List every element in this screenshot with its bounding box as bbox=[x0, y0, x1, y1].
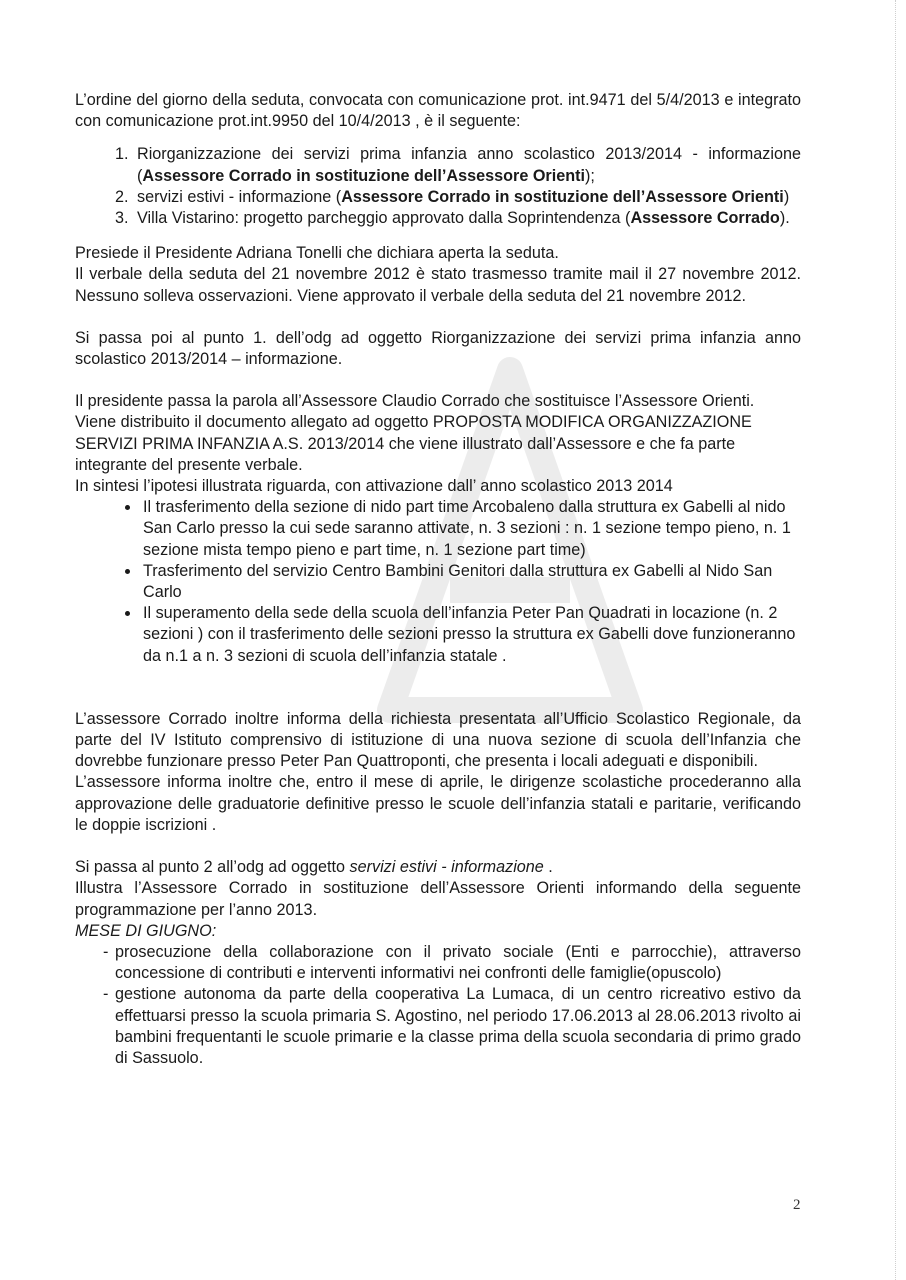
dash-item: - gestione autonoma da parte della cooperativa La Lumaca, di un centro ricreativo estivo da effettuarsi presso la scuola primaria S. Agostino, nel periodo 17.06.2013 al 28.06.2013 rivolto ai bambini frequentanti le scuole primarie e la classe prima della scuola secondaria di primo grado di Sassuolo. bbox=[105, 984, 801, 1069]
bullet-item: • Il superamento della sede della scuola dell’infanzia Peter Pan Quadrati in locazione (n. 2 sezioni ) con il trasferimento delle sezioni presso la struttura ex Gabelli dove funzioneranno da n.1 a n. 3 sezioni di scuola dell’infanzia statale . bbox=[141, 603, 801, 667]
presidente-parola-paragraph: Il presidente passa la parola all’Assessore Claudio Corrado che sostituisce l’Assessore Orienti. bbox=[75, 392, 755, 411]
agenda-item: 3. Villa Vistarino: progetto parcheggio approvato dalla Soprintendenza (Assessore Corrado). bbox=[133, 208, 801, 229]
dash-item: - prosecuzione della collaborazione con il privato sociale (Enti e parrocchie), attraverso concessione di contributi e interventi informativi nei confronti delle famiglie(opuscolo) bbox=[105, 942, 801, 984]
punto2-paragraph: Si passa al punto 2 all’odg ad oggetto servizi estivi - informazione . bbox=[75, 858, 553, 877]
bullet-list bbox=[75, 497, 801, 667]
richiesta-paragraph: L’assessore Corrado inoltre informa della richiesta presentata all’Ufficio Scolastico Regionale, da parte del IV Istituto comprensivo di istituzione di una nuova sezione di scuola dell’Infanzia che dovrebbe funzionare presso Peter Pan Quattroponti, che presenta i locali adeguati e disponibili. bbox=[75, 709, 801, 771]
document-body bbox=[75, 90, 801, 1069]
presiede-paragraph: Presiede il Presidente Adriana Tonelli che dichiara aperta la seduta. bbox=[75, 244, 559, 263]
dirigenze-paragraph: L’assessore informa inoltre che, entro il mese di aprile, le dirigenze scolastiche procederanno alla approvazione delle graduatorie definitive presso le scuole dell’infanzia statali e paritarie, verificando le doppie iscrizioni . bbox=[75, 773, 801, 834]
mese-heading: MESE DI GIUGNO: bbox=[75, 921, 217, 940]
punto1-paragraph: Si passa poi al punto 1. dell’odg ad oggetto Riorganizzazione dei servizi prima infanzia anno scolastico 2013/2014 – informazione. bbox=[75, 328, 801, 369]
agenda-list bbox=[75, 144, 801, 229]
agenda-item: 2. servizi estivi - informazione (Assessore Corrado in sostituzione dell’Assessore Orienti) bbox=[133, 187, 801, 208]
intro-paragraph: L’ordine del giorno della seduta, convocata con comunicazione prot. int.9471 del 5/4/2013 e integrato con comunicazione prot.int.9950 del 10/4/2013 , è il seguente: bbox=[75, 91, 801, 131]
sintesi-paragraph: In sintesi l’ipotesi illustrata riguarda, con attivazione dall’ anno scolastico 2013 2014 bbox=[75, 477, 673, 496]
page-number: 2 bbox=[793, 1197, 801, 1213]
punto2-subject: servizi estivi - informazione bbox=[349, 858, 544, 877]
agenda-item: 1. Riorganizzazione dei servizi prima infanzia anno scolastico 2013/2014 - informazione (Assessore Corrado in sostituzione dell’Assessore Orienti); bbox=[133, 144, 801, 186]
dash-list bbox=[75, 942, 801, 1069]
illustra-paragraph: Illustra l’Assessore Corrado in sostituzione dell’Assessore Orienti informando della seguente programmazione per l’anno 2013. bbox=[75, 879, 801, 919]
bullet-item: • Il trasferimento della sezione di nido part time Arcobaleno dalla struttura ex Gabelli al nido San Carlo presso la cui sede saranno attivate, n. 3 sezioni : n. 1 sezione tempo pieno, n. 1 sezione mista tempo pieno e part time, n. 1 sezione part time) bbox=[141, 497, 801, 561]
documento-paragraph: Viene distribuito il documento allegato ad oggetto PROPOSTA MODIFICA ORGANIZZAZIONE SERVIZI PRIMA INFANZIA A.S. 2013/2014 che viene illustrato dall’Assessore e che fa parte integrante del presente verbale. bbox=[75, 413, 752, 474]
verbale-paragraph: Il verbale della seduta del 21 novembre 2012 è stato trasmesso tramite mail il 27 novembre 2012. Nessuno solleva osservazioni. Viene approvato il verbale della seduta del 21 novembre 2012. bbox=[75, 265, 801, 305]
bullet-item: • Trasferimento del servizio Centro Bambini Genitori dalla struttura ex Gabelli al Nido San Carlo bbox=[141, 561, 801, 603]
page-edge bbox=[895, 0, 896, 1280]
